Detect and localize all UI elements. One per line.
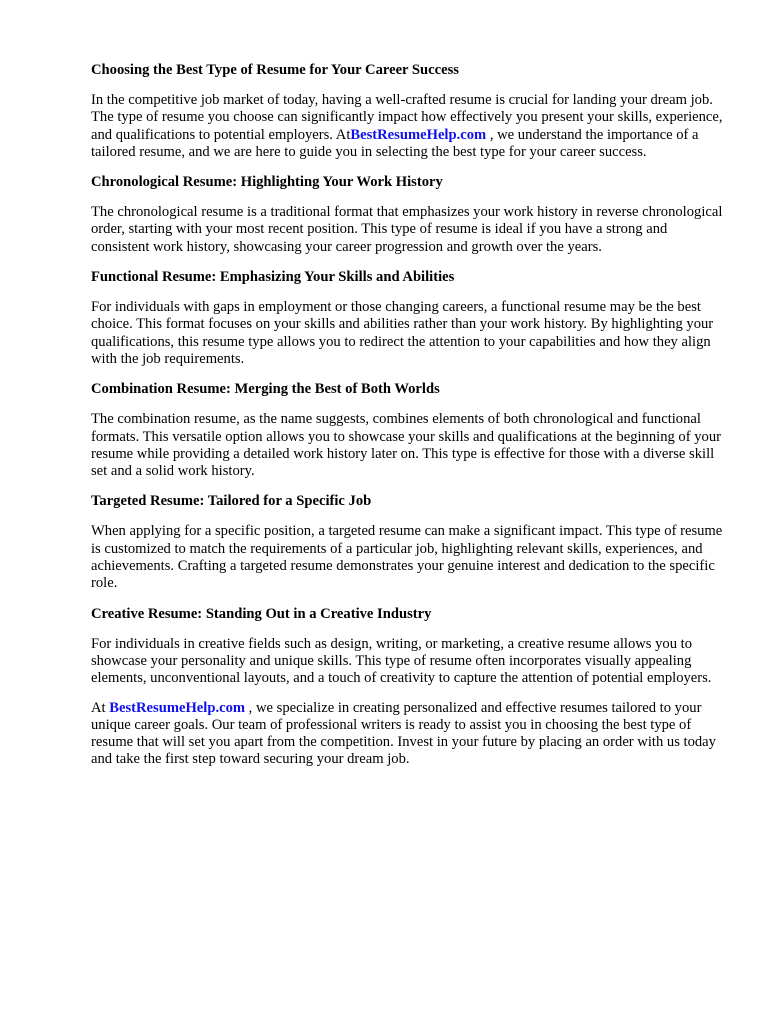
section-heading-functional: Functional Resume: Emphasizing Your Skills and Abilities xyxy=(91,269,455,286)
section-body-functional: For individuals with gaps in employment or those changing careers, a functional resume may be the best choice. This format focuses on your skills and abilities rather than your work history. By highlighting your qualifications, this resume type allows you to redirect the attention to your capabilities and how they align with the job requirements. xyxy=(91,299,714,367)
document-page xyxy=(91,61,727,769)
section-heading-combination: Combination Resume: Merging the Best of Both Worlds xyxy=(91,381,440,398)
closing-text-after: , we specialize in creating personalized and effective resumes tailored to your unique career goals. Our team of professional writers is ready to assist you in choosing the best type of resume that will set you apart from the competition. Invest in your future by placing an order with us today and take the first step toward securing your dream job. xyxy=(91,699,716,768)
section-heading-targeted: Targeted Resume: Tailored for a Specific Job xyxy=(91,493,372,510)
intro-paragraph xyxy=(91,92,727,161)
section-body-creative: For individuals in creative fields such as design, writing, or marketing, a creative resume allows you to showcase your personality and unique skills. This type of resume often incorporates visually appealing elements, unconventional layouts, and a touch of creativity to capture the attention of potential employers. xyxy=(91,635,712,687)
page-title: Choosing the Best Type of Resume for Your Career Success xyxy=(91,62,459,78)
intro-text-after: , we understand the importance of a tailored resume, and we are here to guide you in selecting the best type for your career success. xyxy=(91,126,699,160)
bestresumehelp-link[interactable]: BestResumeHelp.com xyxy=(350,126,487,143)
section-body-combination: The combination resume, as the name suggests, combines elements of both chronological and functional formats. This versatile option allows you to showcase your skills and qualifications at the beginning of your resume while providing a detailed work history later on. This type is effective for those with a diverse skill set and a solid work history. xyxy=(91,411,721,480)
closing-paragraph xyxy=(91,700,727,769)
section-heading-chronological: Chronological Resume: Highlighting Your Work History xyxy=(91,174,443,191)
bestresumehelp-closing-link[interactable]: BestResumeHelp.com xyxy=(109,699,246,716)
section-body-targeted: When applying for a specific position, a targeted resume can make a significant impact. This type of resume is customized to match the requirements of a particular job, highlighting relevant skills, experiences, and achievements. Crafting a targeted resume demonstrates your genuine interest and dedication to the specific role. xyxy=(91,523,723,592)
section-heading-creative: Creative Resume: Standing Out in a Creative Industry xyxy=(91,605,432,622)
closing-text-before: At xyxy=(91,699,110,716)
section-body-chronological: The chronological resume is a traditional format that emphasizes your work history in reverse chronological order, starting with your most recent position. This type of resume is ideal if you have a strong and consistent work history, showcasing your career progression and growth over the years. xyxy=(91,204,723,255)
intro-text-before: In the competitive job market of today, having a well-crafted resume is crucial for landing your dream job. The type of resume you choose can significantly impact how effectively you present your skills, experience, and qualifications to potential employers. At xyxy=(91,92,723,143)
